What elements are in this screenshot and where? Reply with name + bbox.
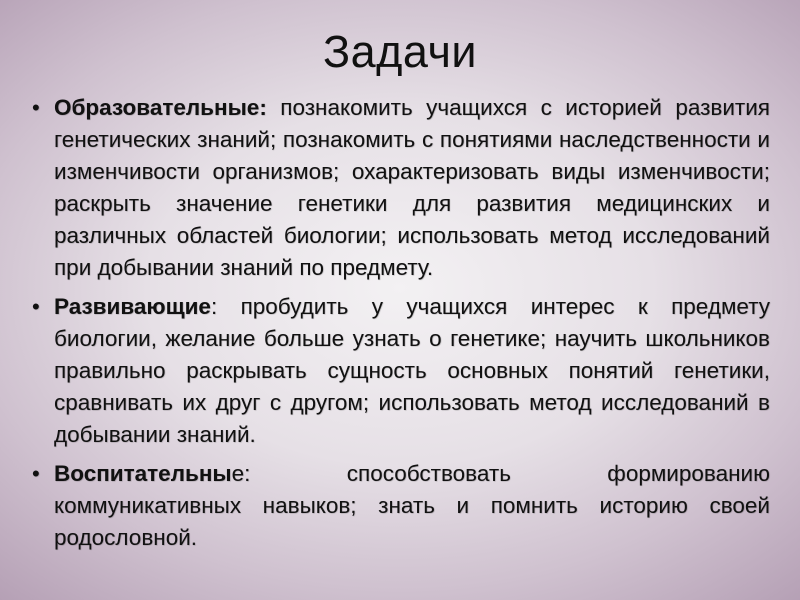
task-label: Образовательные [54,95,260,120]
task-label-suffix: : [210,294,218,319]
task-text: способствовать формированию коммуникативных навыков; знать и помнить историю своей родословной. [54,461,770,550]
task-label-suffix: е: [231,461,251,486]
tasks-list [30,92,770,554]
task-label: Развивающие [54,294,211,319]
slide-title: Задачи [322,26,478,77]
bullet-icon: • [32,95,40,120]
task-text: пробудить у учащихся интерес к предмету биологии, желание больше узнать о генетике; научить школьников правильно раскрывать сущность основных понятий генетики, сравнивать их друг с другом; использовать метод исследований в добывании знаний. [54,294,770,447]
task-label: Воспитательны [54,461,232,486]
bullet-icon: • [32,294,40,319]
task-developmental [30,291,770,451]
task-upbringing [30,458,770,554]
task-label-suffix: : [259,95,267,120]
bullet-icon: • [32,461,40,486]
task-educational [30,92,770,284]
task-text: познакомить учащихся с историей развития генетических знаний; познакомить с понятиями наследственности и изменчивости организмов; охарактеризовать виды изменчивости; раскрыть значение генетики для развития медицинских и различных областей биологии; использовать метод исследований при добывании знаний по предмету. [54,95,770,280]
